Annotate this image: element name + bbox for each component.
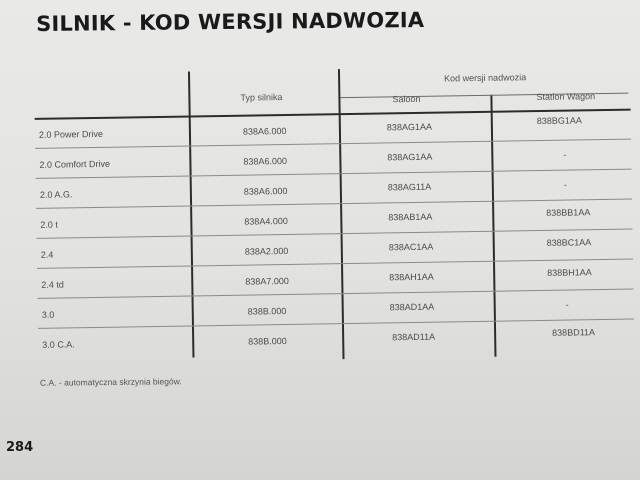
row-separator: [35, 139, 631, 149]
row-separator: [37, 229, 633, 239]
row-separator: [36, 169, 632, 179]
cell-engine: 838B.000: [248, 336, 287, 347]
header-engine-type: Typ silnika: [240, 92, 283, 103]
cell-wagon: -: [563, 179, 567, 190]
cell-engine: 838A6.000: [243, 185, 288, 197]
row-separator: [38, 319, 634, 329]
footnote: C.A. - automatyczna skrzynia biegów.: [39, 376, 182, 388]
cell-saloon: 838AG11A: [387, 181, 432, 193]
cell-wagon: 838BC1AA: [546, 237, 592, 248]
cell-model: 2.0 Comfort Drive: [39, 158, 111, 170]
cell-engine: 838A7.000: [245, 275, 289, 287]
cell-wagon: 838BB1AA: [546, 207, 591, 218]
header-station-wagon: Station Wagon: [536, 91, 596, 103]
cell-wagon: 838BH1AA: [547, 267, 592, 278]
cell-wagon: 838BD11A: [552, 327, 596, 338]
cell-saloon: 838AC1AA: [388, 241, 434, 253]
cell-saloon: 838AD11A: [392, 331, 436, 343]
engine-body-code-table: [30, 65, 635, 370]
cell-model: 2.0 A.G.: [39, 189, 73, 200]
divider-saloon-wagon: [490, 95, 496, 357]
cell-model: 3.0: [41, 309, 55, 320]
row-separator: [37, 259, 633, 269]
row-separator: [38, 289, 634, 299]
cell-engine: 838A6.000: [243, 155, 288, 167]
cell-wagon: 838BG1AA: [536, 115, 582, 127]
page-title: SILNIK - KOD WERSJI NADWOZIA: [36, 7, 425, 36]
divider-model-engine: [188, 71, 194, 357]
cell-saloon: 838AD1AA: [389, 301, 435, 313]
cell-engine: 838A6.000: [242, 125, 287, 137]
header-group-label: Kod wersji nadwozia: [444, 72, 527, 84]
cell-model: 2.4: [40, 249, 54, 260]
cell-engine: 838B.000: [247, 306, 287, 317]
cell-model: 3.0 C.A.: [42, 339, 75, 350]
cell-saloon: 838AG1AA: [386, 121, 432, 133]
cell-model: 2.4 td: [41, 279, 64, 290]
header-saloon: Saloon: [392, 93, 421, 105]
cell-model: 2.0 t: [40, 219, 58, 230]
cell-engine: 838A4.000: [244, 215, 288, 227]
cell-engine: 838A2.000: [244, 245, 289, 257]
page-number: 284: [6, 440, 34, 455]
cell-saloon: 838AH1AA: [389, 271, 434, 283]
cell-saloon: 838AG1AA: [387, 151, 433, 163]
cell-saloon: 838AB1AA: [388, 211, 433, 223]
cell-wagon: -: [563, 149, 567, 160]
row-separator: [36, 199, 632, 209]
cell-wagon: -: [565, 299, 569, 310]
cell-model: 2.0 Power Drive: [38, 128, 104, 140]
